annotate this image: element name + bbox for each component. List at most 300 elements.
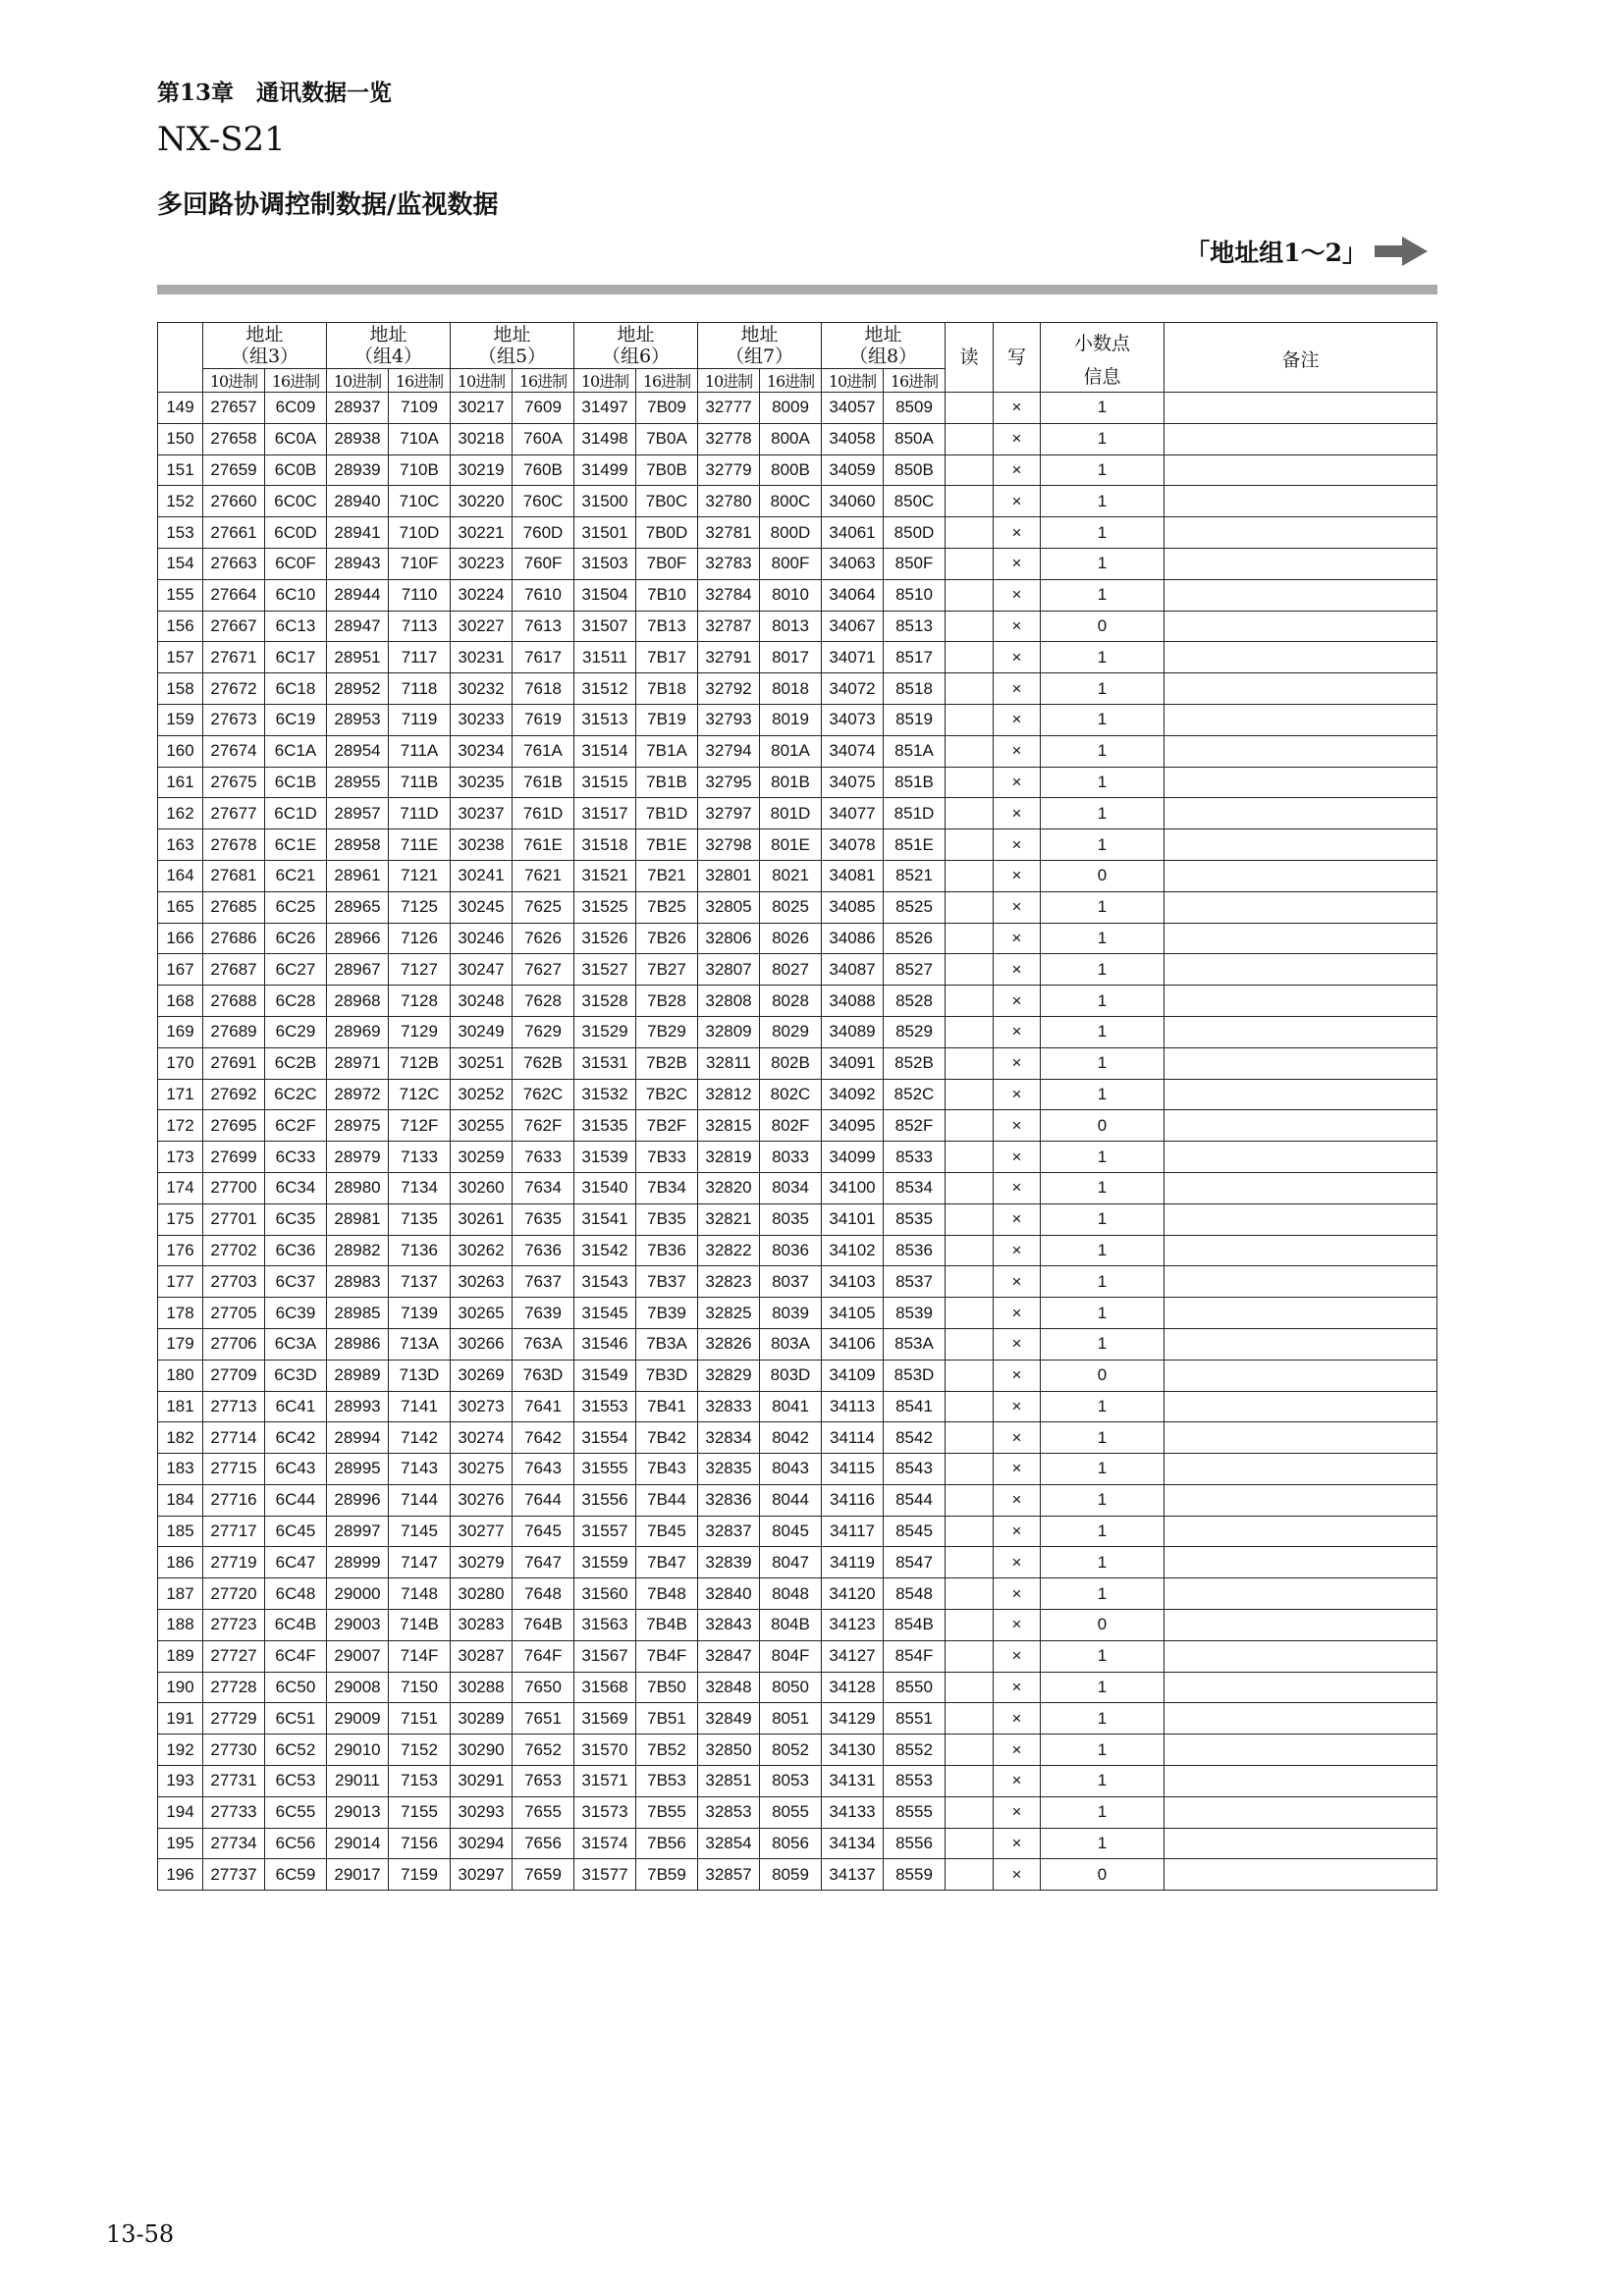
g4-dec-cell: 28938 xyxy=(327,423,389,454)
read-cell xyxy=(946,642,994,673)
g7-hex-cell: 8036 xyxy=(760,1235,822,1266)
read-cell xyxy=(946,1422,994,1454)
read-cell xyxy=(946,1484,994,1516)
g4-hex-cell: 7141 xyxy=(389,1391,451,1422)
g6-dec-cell: 31559 xyxy=(574,1547,636,1578)
decimal-info-cell: 1 xyxy=(1041,393,1164,424)
g7-hex-cell: 8035 xyxy=(760,1203,822,1235)
g8-hex-cell: 8548 xyxy=(884,1578,946,1610)
g4-dec-cell: 28997 xyxy=(327,1516,389,1547)
g8-dec-cell: 34095 xyxy=(822,1110,884,1142)
table-body xyxy=(158,393,1437,1891)
g3-hex-cell: 6C1E xyxy=(265,829,327,861)
g5-dec-cell: 30223 xyxy=(451,548,513,579)
g5-dec-cell: 30261 xyxy=(451,1203,513,1235)
g4-hex-cell: 714F xyxy=(389,1640,451,1672)
g5-dec-cell: 30273 xyxy=(451,1391,513,1422)
write-cell: × xyxy=(994,1640,1041,1672)
g4-hex-cell: 7147 xyxy=(389,1547,451,1578)
read-cell xyxy=(946,454,994,486)
g3-dec-cell: 27686 xyxy=(203,923,265,954)
g3-dec-cell: 27671 xyxy=(203,642,265,673)
row-number-cell: 184 xyxy=(158,1484,203,1516)
g8-dec-cell: 34099 xyxy=(822,1142,884,1173)
g8-hex-cell: 8509 xyxy=(884,393,946,424)
row-number-cell: 192 xyxy=(158,1735,203,1766)
g7-dec-cell: 32825 xyxy=(698,1298,760,1329)
table-row xyxy=(158,1640,1437,1672)
g6-hex-cell: 7B09 xyxy=(636,393,698,424)
g7-hex-cell: 8045 xyxy=(760,1516,822,1547)
table-row xyxy=(158,1172,1437,1203)
g3-hex-cell: 6C13 xyxy=(265,611,327,642)
g6-hex-cell: 7B19 xyxy=(636,704,698,735)
g5-dec-cell: 30293 xyxy=(451,1796,513,1828)
read-cell xyxy=(946,393,994,424)
write-cell: × xyxy=(994,1735,1041,1766)
decimal-info-cell: 1 xyxy=(1041,1235,1164,1266)
table-row xyxy=(158,1672,1437,1703)
g3-hex-cell: 6C45 xyxy=(265,1516,327,1547)
g3-dec-cell: 27658 xyxy=(203,423,265,454)
g6-hex-cell: 7B0D xyxy=(636,517,698,549)
g7-dec-cell: 32801 xyxy=(698,860,760,891)
g3-dec-cell: 27734 xyxy=(203,1828,265,1859)
row-number-cell: 150 xyxy=(158,423,203,454)
read-cell xyxy=(946,1235,994,1266)
g4-hex-cell: 712B xyxy=(389,1047,451,1079)
g4-hex-cell: 711E xyxy=(389,829,451,861)
g4-dec-cell: 28953 xyxy=(327,704,389,735)
table-row xyxy=(158,548,1437,579)
remarks-cell xyxy=(1164,611,1437,642)
g6-dec-cell: 31504 xyxy=(574,579,636,611)
g6-dec-cell: 31514 xyxy=(574,735,636,767)
g8-dec-cell: 34120 xyxy=(822,1578,884,1610)
table-row xyxy=(158,954,1437,986)
g4-hex-cell: 7119 xyxy=(389,704,451,735)
g8-hex-cell: 8518 xyxy=(884,673,946,705)
g5-hex-cell: 7642 xyxy=(513,1422,574,1454)
remarks-cell xyxy=(1164,1142,1437,1173)
dec-header: 10进制 xyxy=(698,369,760,393)
g3-hex-cell: 6C33 xyxy=(265,1142,327,1173)
g4-hex-cell: 7135 xyxy=(389,1203,451,1235)
g5-dec-cell: 30274 xyxy=(451,1422,513,1454)
g7-hex-cell: 8018 xyxy=(760,673,822,705)
g8-hex-cell: 8545 xyxy=(884,1516,946,1547)
remarks-cell xyxy=(1164,923,1437,954)
g8-hex-cell: 850F xyxy=(884,548,946,579)
table-row xyxy=(158,1016,1437,1047)
g6-hex-cell: 7B33 xyxy=(636,1142,698,1173)
g4-dec-cell: 29009 xyxy=(327,1703,389,1735)
g4-hex-cell: 710C xyxy=(389,486,451,517)
g4-dec-cell: 28980 xyxy=(327,1172,389,1203)
decimal-info-cell: 1 xyxy=(1041,1391,1164,1422)
g7-dec-cell: 32797 xyxy=(698,798,760,829)
g8-dec-cell: 34128 xyxy=(822,1672,884,1703)
remarks-cell xyxy=(1164,673,1437,705)
g5-dec-cell: 30255 xyxy=(451,1110,513,1142)
g5-dec-cell: 30220 xyxy=(451,486,513,517)
remarks-cell xyxy=(1164,891,1437,923)
g3-dec-cell: 27733 xyxy=(203,1796,265,1828)
g3-hex-cell: 6C47 xyxy=(265,1547,327,1578)
read-cell xyxy=(946,1360,994,1391)
g8-hex-cell: 8526 xyxy=(884,923,946,954)
g3-hex-cell: 6C39 xyxy=(265,1298,327,1329)
g8-dec-cell: 34061 xyxy=(822,517,884,549)
remarks-cell xyxy=(1164,517,1437,549)
decimal-info-cell: 1 xyxy=(1041,1266,1164,1298)
g7-hex-cell: 8059 xyxy=(760,1859,822,1891)
row-number-cell: 182 xyxy=(158,1422,203,1454)
g8-dec-cell: 34059 xyxy=(822,454,884,486)
decimal-info-cell: 0 xyxy=(1041,611,1164,642)
g3-dec-cell: 27709 xyxy=(203,1360,265,1391)
g4-dec-cell: 28979 xyxy=(327,1142,389,1173)
g3-dec-cell: 27737 xyxy=(203,1859,265,1891)
remarks-header: 备注 xyxy=(1164,323,1437,393)
g8-dec-cell: 34129 xyxy=(822,1703,884,1735)
decimal-info-cell: 0 xyxy=(1041,1360,1164,1391)
write-cell: × xyxy=(994,891,1041,923)
table-row xyxy=(158,1142,1437,1173)
g5-dec-cell: 30233 xyxy=(451,704,513,735)
g7-hex-cell: 8037 xyxy=(760,1266,822,1298)
g6-dec-cell: 31535 xyxy=(574,1110,636,1142)
g4-dec-cell: 28969 xyxy=(327,1016,389,1047)
write-cell: × xyxy=(994,1172,1041,1203)
g6-dec-cell: 31540 xyxy=(574,1172,636,1203)
g4-hex-cell: 7118 xyxy=(389,673,451,705)
g6-dec-cell: 31525 xyxy=(574,891,636,923)
g5-hex-cell: 7650 xyxy=(513,1672,574,1703)
g6-dec-cell: 31513 xyxy=(574,704,636,735)
write-cell: × xyxy=(994,1203,1041,1235)
g6-hex-cell: 7B4B xyxy=(636,1610,698,1641)
read-cell xyxy=(946,1079,994,1110)
remarks-cell xyxy=(1164,1766,1437,1797)
g7-dec-cell: 32784 xyxy=(698,579,760,611)
g3-hex-cell: 6C51 xyxy=(265,1703,327,1735)
g3-dec-cell: 27727 xyxy=(203,1640,265,1672)
row-number-cell: 159 xyxy=(158,704,203,735)
g6-hex-cell: 7B42 xyxy=(636,1422,698,1454)
g6-dec-cell: 31539 xyxy=(574,1142,636,1173)
remarks-cell xyxy=(1164,1703,1437,1735)
write-cell: × xyxy=(994,1110,1041,1142)
g7-dec-cell: 32820 xyxy=(698,1172,760,1203)
g7-hex-cell: 801A xyxy=(760,735,822,767)
g7-dec-cell: 32826 xyxy=(698,1328,760,1360)
group4-header: 地址 （组4） xyxy=(327,323,451,369)
g3-dec-cell: 27661 xyxy=(203,517,265,549)
g8-dec-cell: 34137 xyxy=(822,1859,884,1891)
g3-hex-cell: 6C36 xyxy=(265,1235,327,1266)
g7-dec-cell: 32834 xyxy=(698,1422,760,1454)
g6-dec-cell: 31549 xyxy=(574,1360,636,1391)
row-number-cell: 176 xyxy=(158,1235,203,1266)
g5-hex-cell: 762C xyxy=(513,1079,574,1110)
read-cell xyxy=(946,1142,994,1173)
g6-dec-cell: 31571 xyxy=(574,1766,636,1797)
g3-hex-cell: 6C44 xyxy=(265,1484,327,1516)
g8-hex-cell: 8528 xyxy=(884,986,946,1017)
g7-hex-cell: 801D xyxy=(760,798,822,829)
g6-dec-cell: 31499 xyxy=(574,454,636,486)
g5-hex-cell: 7645 xyxy=(513,1516,574,1547)
table-row xyxy=(158,1454,1437,1485)
g5-hex-cell: 762F xyxy=(513,1110,574,1142)
address-table xyxy=(157,322,1437,1891)
row-number-cell: 175 xyxy=(158,1203,203,1235)
g6-dec-cell: 31526 xyxy=(574,923,636,954)
g6-dec-cell: 31563 xyxy=(574,1610,636,1641)
g8-dec-cell: 34067 xyxy=(822,611,884,642)
row-number-cell: 171 xyxy=(158,1079,203,1110)
g6-hex-cell: 7B34 xyxy=(636,1172,698,1203)
table-row xyxy=(158,860,1437,891)
write-header: 写 xyxy=(994,323,1041,393)
g4-dec-cell: 28947 xyxy=(327,611,389,642)
g5-hex-cell: 761E xyxy=(513,829,574,861)
g6-hex-cell: 7B17 xyxy=(636,642,698,673)
g3-dec-cell: 27675 xyxy=(203,767,265,798)
g3-hex-cell: 6C52 xyxy=(265,1735,327,1766)
g4-dec-cell: 28972 xyxy=(327,1079,389,1110)
g3-dec-cell: 27703 xyxy=(203,1266,265,1298)
g8-hex-cell: 8559 xyxy=(884,1859,946,1891)
g8-dec-cell: 34057 xyxy=(822,393,884,424)
g7-hex-cell: 804F xyxy=(760,1640,822,1672)
table-row xyxy=(158,1484,1437,1516)
g7-hex-cell: 8010 xyxy=(760,579,822,611)
hex-header: 16进制 xyxy=(884,369,946,393)
g4-hex-cell: 7153 xyxy=(389,1766,451,1797)
g4-dec-cell: 28999 xyxy=(327,1547,389,1578)
g6-hex-cell: 7B45 xyxy=(636,1516,698,1547)
g7-dec-cell: 32777 xyxy=(698,393,760,424)
write-cell: × xyxy=(994,517,1041,549)
g8-dec-cell: 34114 xyxy=(822,1422,884,1454)
table-row xyxy=(158,1516,1437,1547)
remarks-cell xyxy=(1164,1610,1437,1641)
g4-dec-cell: 29007 xyxy=(327,1640,389,1672)
g7-hex-cell: 800B xyxy=(760,454,822,486)
g6-hex-cell: 7B10 xyxy=(636,579,698,611)
decimal-info-cell: 1 xyxy=(1041,1203,1164,1235)
g6-hex-cell: 7B43 xyxy=(636,1454,698,1485)
g5-dec-cell: 30275 xyxy=(451,1454,513,1485)
remarks-cell xyxy=(1164,393,1437,424)
decimal-info-cell: 1 xyxy=(1041,1735,1164,1766)
g5-hex-cell: 760B xyxy=(513,454,574,486)
g8-dec-cell: 34058 xyxy=(822,423,884,454)
g4-hex-cell: 7145 xyxy=(389,1516,451,1547)
g6-dec-cell: 31541 xyxy=(574,1203,636,1235)
g8-dec-cell: 34092 xyxy=(822,1079,884,1110)
dec-header: 10进制 xyxy=(822,369,884,393)
g6-hex-cell: 7B44 xyxy=(636,1484,698,1516)
g7-hex-cell: 8043 xyxy=(760,1454,822,1485)
remarks-cell xyxy=(1164,704,1437,735)
read-cell xyxy=(946,1859,994,1891)
g4-dec-cell: 28968 xyxy=(327,986,389,1017)
g5-hex-cell: 7609 xyxy=(513,393,574,424)
read-cell xyxy=(946,1735,994,1766)
g4-dec-cell: 28983 xyxy=(327,1266,389,1298)
g3-hex-cell: 6C28 xyxy=(265,986,327,1017)
g4-dec-cell: 28957 xyxy=(327,798,389,829)
write-cell: × xyxy=(994,1142,1041,1173)
row-number-cell: 174 xyxy=(158,1172,203,1203)
g5-dec-cell: 30237 xyxy=(451,798,513,829)
decimal-info-cell: 1 xyxy=(1041,517,1164,549)
read-cell xyxy=(946,704,994,735)
g5-dec-cell: 30280 xyxy=(451,1578,513,1610)
g4-hex-cell: 7155 xyxy=(389,1796,451,1828)
g4-dec-cell: 28940 xyxy=(327,486,389,517)
row-number-cell: 154 xyxy=(158,548,203,579)
g7-dec-cell: 32779 xyxy=(698,454,760,486)
g4-dec-cell: 28954 xyxy=(327,735,389,767)
table-row xyxy=(158,891,1437,923)
g7-dec-cell: 32805 xyxy=(698,891,760,923)
g7-hex-cell: 804B xyxy=(760,1610,822,1641)
row-number-cell: 187 xyxy=(158,1578,203,1610)
table-row xyxy=(158,1235,1437,1266)
decimal-info-cell: 1 xyxy=(1041,1172,1164,1203)
g5-hex-cell: 7627 xyxy=(513,954,574,986)
g7-hex-cell: 8051 xyxy=(760,1703,822,1735)
write-cell: × xyxy=(994,1047,1041,1079)
remarks-cell xyxy=(1164,1016,1437,1047)
g3-hex-cell: 6C21 xyxy=(265,860,327,891)
g5-hex-cell: 764F xyxy=(513,1640,574,1672)
g6-dec-cell: 31573 xyxy=(574,1796,636,1828)
g7-dec-cell: 32849 xyxy=(698,1703,760,1735)
table-header-row xyxy=(158,323,1437,369)
g5-dec-cell: 30276 xyxy=(451,1484,513,1516)
table-row xyxy=(158,579,1437,611)
read-cell xyxy=(946,1047,994,1079)
g4-dec-cell: 29008 xyxy=(327,1672,389,1703)
hex-header: 16进制 xyxy=(760,369,822,393)
g5-hex-cell: 7626 xyxy=(513,923,574,954)
row-number-cell: 188 xyxy=(158,1610,203,1641)
read-cell xyxy=(946,767,994,798)
decimal-info-cell: 1 xyxy=(1041,1703,1164,1735)
g3-dec-cell: 27720 xyxy=(203,1578,265,1610)
g3-dec-cell: 27672 xyxy=(203,673,265,705)
g3-hex-cell: 6C37 xyxy=(265,1266,327,1298)
table-row xyxy=(158,767,1437,798)
g6-hex-cell: 7B1B xyxy=(636,767,698,798)
g4-hex-cell: 711B xyxy=(389,767,451,798)
read-cell xyxy=(946,1672,994,1703)
g3-dec-cell: 27691 xyxy=(203,1047,265,1079)
group6-header: 地址 （组6） xyxy=(574,323,698,369)
g6-hex-cell: 7B52 xyxy=(636,1735,698,1766)
g5-hex-cell: 764B xyxy=(513,1610,574,1641)
decimal-info-cell: 1 xyxy=(1041,1484,1164,1516)
g8-hex-cell: 8534 xyxy=(884,1172,946,1203)
remarks-cell xyxy=(1164,1203,1437,1235)
g4-dec-cell: 28967 xyxy=(327,954,389,986)
decimal-info-cell: 1 xyxy=(1041,1766,1164,1797)
g6-hex-cell: 7B3A xyxy=(636,1328,698,1360)
g8-hex-cell: 8525 xyxy=(884,891,946,923)
g7-hex-cell: 800D xyxy=(760,517,822,549)
decimal-info-cell: 1 xyxy=(1041,1672,1164,1703)
g8-dec-cell: 34074 xyxy=(822,735,884,767)
row-number-cell: 163 xyxy=(158,829,203,861)
remarks-cell xyxy=(1164,1298,1437,1329)
g5-dec-cell: 30269 xyxy=(451,1360,513,1391)
g4-dec-cell: 29017 xyxy=(327,1859,389,1891)
decimal-info-cell: 1 xyxy=(1041,486,1164,517)
g7-hex-cell: 8034 xyxy=(760,1172,822,1203)
g3-hex-cell: 6C0F xyxy=(265,548,327,579)
g8-hex-cell: 851E xyxy=(884,829,946,861)
table-row xyxy=(158,1547,1437,1578)
dec-header: 10进制 xyxy=(203,369,265,393)
g4-hex-cell: 7150 xyxy=(389,1672,451,1703)
g7-dec-cell: 32815 xyxy=(698,1110,760,1142)
remarks-cell xyxy=(1164,986,1437,1017)
table-row xyxy=(158,1328,1437,1360)
write-cell: × xyxy=(994,829,1041,861)
read-cell xyxy=(946,1578,994,1610)
section-title: 多回路协调控制数据/监视数据 xyxy=(157,190,499,220)
g4-dec-cell: 29003 xyxy=(327,1610,389,1641)
g6-dec-cell: 31529 xyxy=(574,1016,636,1047)
g7-dec-cell: 32795 xyxy=(698,767,760,798)
table-row xyxy=(158,486,1437,517)
header-divider xyxy=(157,285,1437,294)
g4-hex-cell: 7109 xyxy=(389,393,451,424)
g8-dec-cell: 34109 xyxy=(822,1360,884,1391)
decimal-info-cell: 1 xyxy=(1041,1047,1164,1079)
g8-hex-cell: 8521 xyxy=(884,860,946,891)
write-cell: × xyxy=(994,1016,1041,1047)
g3-hex-cell: 6C56 xyxy=(265,1828,327,1859)
g7-hex-cell: 800A xyxy=(760,423,822,454)
g6-dec-cell: 31569 xyxy=(574,1703,636,1735)
g7-hex-cell: 8033 xyxy=(760,1142,822,1173)
g6-dec-cell: 31512 xyxy=(574,673,636,705)
g6-hex-cell: 7B35 xyxy=(636,1203,698,1235)
g4-hex-cell: 7110 xyxy=(389,579,451,611)
g3-hex-cell: 6C29 xyxy=(265,1016,327,1047)
g6-hex-cell: 7B0A xyxy=(636,423,698,454)
g4-hex-cell: 7117 xyxy=(389,642,451,673)
g5-dec-cell: 30266 xyxy=(451,1328,513,1360)
row-number-cell: 172 xyxy=(158,1110,203,1142)
g6-dec-cell: 31501 xyxy=(574,517,636,549)
g6-dec-cell: 31517 xyxy=(574,798,636,829)
g3-dec-cell: 27660 xyxy=(203,486,265,517)
table-row xyxy=(158,1578,1437,1610)
read-cell xyxy=(946,517,994,549)
write-cell: × xyxy=(994,1079,1041,1110)
g8-hex-cell: 852B xyxy=(884,1047,946,1079)
g5-dec-cell: 30297 xyxy=(451,1859,513,1891)
g5-hex-cell: 7643 xyxy=(513,1454,574,1485)
g7-dec-cell: 32787 xyxy=(698,611,760,642)
